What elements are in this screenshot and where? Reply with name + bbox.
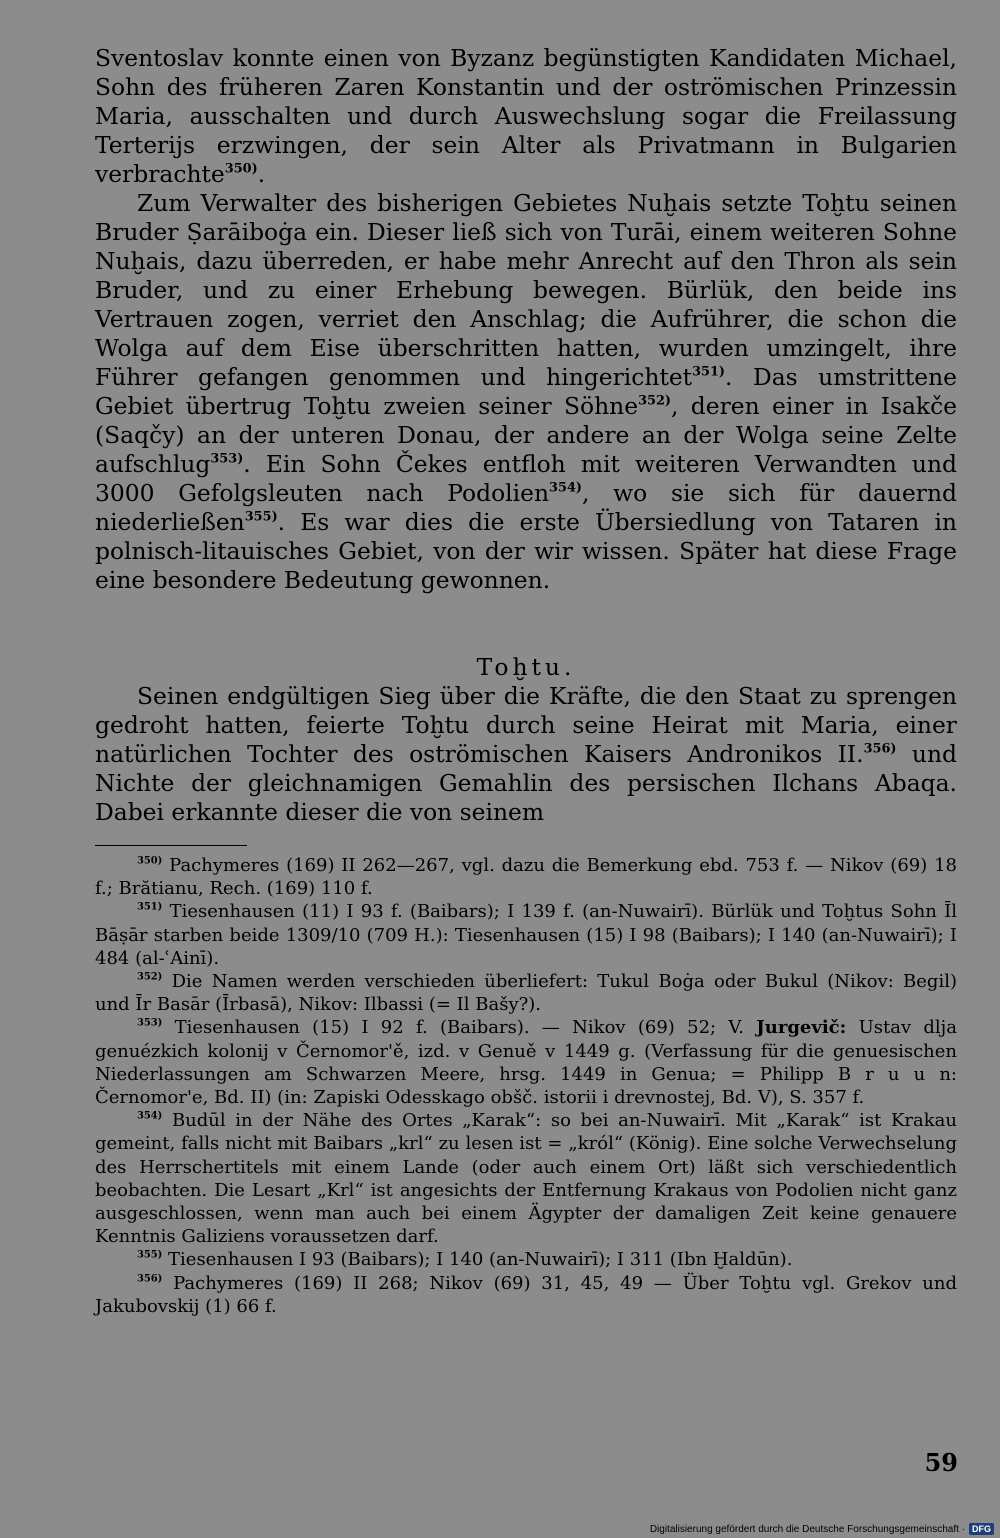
footnote-350: $^{350)}$ Pachymeres (169) II 262—267, vgl. dazu die Bemerkung ebd. 753 f. — Nikov (69) 18 f.; Brătianu, Rech. (169) 110 f.	[95, 855, 957, 900]
credit-text: Digitalisierung gefördert durch die Deutsche Forschungsgemeinschaft ·	[649, 1523, 965, 1535]
footnote-353: $^{353)}$ Tiesenhausen (15) I 92 f. (Baibars). — Nikov (69) 52; V. Jurgevič: Ustav dlja genuézkich kolonij v Černomor'ě, izd. v Genuě v 1449 g. (Verfassung für die genuesischen Niederlassungen am Schwarzen Meere, hrsg. 1449 in Genua; = Philipp B r u u n: Černomor'e, Bd. II) (in: Zapiski Odesskago obšč. istorii i drevnostej, Bd. V), S. 357 f.	[95, 1017, 957, 1109]
paragraph-1: Sventoslav konnte einen von Byzanz begünstigten Kandidaten Michael, Sohn des früheren Zaren Konstantin und der oströmischen Prinzessin Maria, ausschalten und durch Auswechslung sogar die Freilassung Terterijs erzwingen, der sein Alter als Privatmann in Bulgarien verbrachte$^{350)}$.	[95, 44, 957, 188]
book-page	[95, 44, 957, 1318]
main-text	[95, 44, 957, 827]
footnote-351: $^{351)}$ Tiesenhausen (11) I 93 f. (Baibars); I 139 f. (an-Nuwairī). Bürlük und Toḫtus Sohn Īl Bāṣār starben beide 1309/10 (709 H.): Tiesenhausen (15) I 98 (Baibars); I 140 (an-Nuwairī); I 484 (al-ʿAinī).	[95, 901, 957, 969]
footnote-352: $^{352)}$ Die Namen werden verschieden überliefert: Tukul Boġa oder Bukul (Nikov: Begil) und Īr Basār (Īrbasā), Nikov: Ilbassi (= Il Bašy?).	[95, 971, 957, 1016]
paragraph-2: Zum Verwalter des bisherigen Gebietes Nuḫais setzte Toḫtu seinen Bruder Ṣarāiboġa ein. Dieser ließ sich von Turāi, einem weiteren Sohne Nuḫais, dazu überreden, er habe mehr Anrecht auf den Thron als sein Bruder, und zu einer Erhebung bewegen. Bürlük, den beide ins Vertrauen zogen, verriet den Anschlag; die Aufrührer, die schon die Wolga auf dem Eise überschritten hatten, wurden umzingelt, ihre Führer gefangen genommen und hingerichtet$^{351)}$. Das umstrittene Gebiet übertrug Toḫtu zweien seiner Söhne$^{352)}$, deren einer in Isakče (Saqčy) an der unteren Donau, der andere an der Wolga seine Zelte aufschlug$^{353)}$. Ein Sohn Čekes entfloh mit weiteren Verwandten und 3000 Gefolgsleuten nach Podolien$^{354)}$, wo sie sich für dauernd niederließen$^{355)}$. Es war dies die erste Übersiedlung von Tataren in polnisch-litauisches Gebiet, von der wir wissen. Später hat diese Frage eine besondere Bedeutung gewonnen.	[95, 189, 958, 594]
footnote-355: $^{355)}$ Tiesenhausen I 93 (Baibars); I 140 (an-Nuwairī); I 311 (Ibn Ḫaldūn).	[137, 1249, 793, 1271]
footnote-354: $^{354)}$ Budūl in der Nähe des Ortes „Karak“: so bei an-Nuwairī. Mit „Karak“ ist Krakau gemeint, falls nicht mit Baibars „krl“ zu lesen ist = „król“ (König). Eine solche Verwechselung des Herrschertitels mit einem Lande (oder auch einem Ort) läßt sich verschiedentlich beobachten. Die Lesart „Krl“ ist angesichts der Entfernung Krakaus von Podolien nicht ganz ausgeschlossen, wenn man auch bei einem Ägypter der damaligen Zeit keine genauere Kenntnis Galiziens voraussetzen darf.	[95, 1110, 957, 1248]
footnote-356: $^{356)}$ Pachymeres (169) II 268; Nikov (69) 31, 45, 49 — Über Toḫtu vgl. Grekov und Jakubovskij (1) 66 f.	[95, 1272, 957, 1317]
dfg-logo-icon: DFG	[969, 1523, 994, 1535]
footnote-ref-356: 356)	[863, 741, 897, 757]
footnote-ref-350: 350)	[224, 161, 258, 177]
footnote-ref-352: 352)	[638, 393, 672, 409]
digitization-credit	[650, 1523, 994, 1535]
footnote-ref-351: 351)	[692, 364, 726, 380]
page-number: 59	[924, 1448, 958, 1477]
paragraph-3: Seinen endgültigen Sieg über die Kräfte, die den Staat zu sprengen gedroht hatten, feierte Toḫtu durch seine Heirat mit Maria, einer natürlichen Tochter des oströmischen Kaisers Andronikos II.$^{356)}$ und Nichte der gleichnamigen Gemahlin des persischen Ilchans Abaqa. Dabei erkannte dieser die von seinem	[95, 682, 958, 826]
section-heading: Toḫtu.	[476, 653, 576, 681]
footnote-ref-353: 353)	[210, 451, 244, 467]
footnote-separator	[95, 845, 247, 846]
footnote-ref-354: 354)	[549, 480, 582, 496]
footnotes	[95, 854, 957, 1318]
footnote-ref-355: 355)	[244, 509, 278, 525]
